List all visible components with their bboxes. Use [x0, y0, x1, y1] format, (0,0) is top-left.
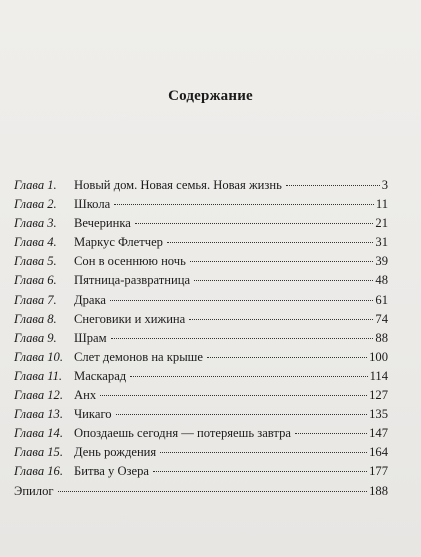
- toc-entry: [14, 252, 388, 271]
- page-number: 177: [369, 464, 388, 479]
- page-number: 88: [375, 330, 388, 345]
- toc-entry: [14, 329, 388, 348]
- table-of-contents: [14, 176, 388, 501]
- chapter-number: Глава 4.: [14, 235, 57, 250]
- dot-leader: [160, 452, 367, 453]
- dot-leader: [130, 376, 367, 377]
- chapter-number: Глава 7.: [14, 292, 57, 307]
- chapter-number: Глава 6.: [14, 273, 57, 288]
- chapter-title: Новый дом. Новая семья. Новая жизнь: [74, 178, 282, 192]
- chapter-title: Битва у Озера: [74, 464, 149, 479]
- chapter-title: Маскарад: [74, 368, 127, 383]
- page-number: 147: [369, 426, 388, 441]
- chapter-title: Пятница-развратница: [74, 273, 191, 288]
- dot-leader: [207, 357, 367, 358]
- chapter-title: Сон в осеннюю ночь: [74, 254, 186, 269]
- chapter-number: Глава 10.: [14, 349, 64, 364]
- page-number: 135: [369, 407, 388, 422]
- toc-entry: [14, 271, 388, 290]
- chapter-title: Драка: [74, 292, 106, 307]
- chapter-number: Глава 2.: [14, 197, 57, 212]
- chapter-number: Глава 3.: [14, 216, 57, 231]
- dot-leader: [153, 471, 367, 472]
- toc-entry: [14, 424, 388, 443]
- chapter-title: Маркус Флетчер: [74, 235, 163, 250]
- dot-leader: [114, 204, 374, 205]
- chapter-title: Школа: [74, 197, 111, 212]
- page-number: 11: [375, 197, 388, 212]
- chapter-number: Глава 15.: [14, 445, 64, 460]
- toc-entry: [14, 291, 388, 310]
- chapter-number: Глава 8.: [14, 311, 57, 326]
- page-number: 31: [375, 235, 388, 250]
- chapter-number: Глава 12.: [14, 388, 64, 403]
- dot-leader: [100, 395, 367, 396]
- toc-entry: [14, 195, 388, 214]
- page-number: 61: [375, 292, 388, 307]
- page-number: 114: [369, 368, 388, 383]
- contents-heading: Содержание: [168, 88, 253, 104]
- epilogue-title: Эпилог: [14, 483, 54, 498]
- toc-entry-epilogue: [14, 482, 388, 501]
- toc-entry: [14, 386, 388, 405]
- toc-entry: [14, 233, 388, 252]
- toc-entry: [14, 176, 388, 195]
- chapter-number: Глава 11.: [14, 368, 63, 383]
- dot-leader: [295, 433, 367, 434]
- dot-leader: [190, 261, 374, 262]
- toc-entry: [14, 214, 388, 233]
- dot-leader: [167, 242, 373, 243]
- page-number: 188: [369, 483, 388, 498]
- page-number: 100: [369, 349, 388, 364]
- toc-entry: [14, 348, 388, 367]
- chapter-title: Чикаго: [74, 407, 112, 422]
- dot-leader: [194, 280, 373, 281]
- chapter-title: День рождения: [74, 445, 157, 460]
- toc-entry: [14, 405, 388, 424]
- dot-leader: [116, 414, 368, 415]
- dot-leader: [58, 491, 368, 492]
- chapter-number: Глава 16.: [14, 464, 64, 479]
- chapter-number: Глава 13.: [14, 407, 64, 422]
- toc-entry: [14, 367, 388, 386]
- dot-leader: [135, 223, 374, 224]
- page-number: 21: [375, 216, 388, 231]
- chapter-title: Шрам: [74, 330, 107, 345]
- toc-entry: [14, 310, 388, 329]
- toc-entry: [14, 443, 388, 462]
- dot-leader: [286, 185, 380, 186]
- page-number: 127: [369, 388, 388, 403]
- page-number: 48: [375, 273, 388, 288]
- chapter-title: Опоздаешь сегодня — потеряешь завтра: [74, 426, 291, 441]
- dot-leader: [189, 319, 373, 320]
- chapter-number: Глава 5.: [14, 254, 57, 269]
- page-number: 74: [375, 311, 388, 326]
- page-number: 3: [381, 178, 388, 192]
- chapter-title: Анх: [74, 388, 97, 403]
- chapter-title: Снеговики и хижина: [74, 311, 186, 326]
- page-number: 39: [375, 254, 388, 269]
- chapter-number: Глава 14.: [14, 426, 64, 441]
- dot-leader: [111, 338, 374, 339]
- chapter-title: Слет демонов на крыше: [74, 349, 203, 364]
- chapter-title: Вечеринка: [74, 216, 131, 231]
- chapter-number: Глава 1.: [14, 178, 57, 192]
- page-number: 164: [369, 445, 388, 460]
- chapter-number: Глава 9.: [14, 330, 57, 345]
- toc-entry: [14, 462, 388, 481]
- dot-leader: [110, 300, 373, 301]
